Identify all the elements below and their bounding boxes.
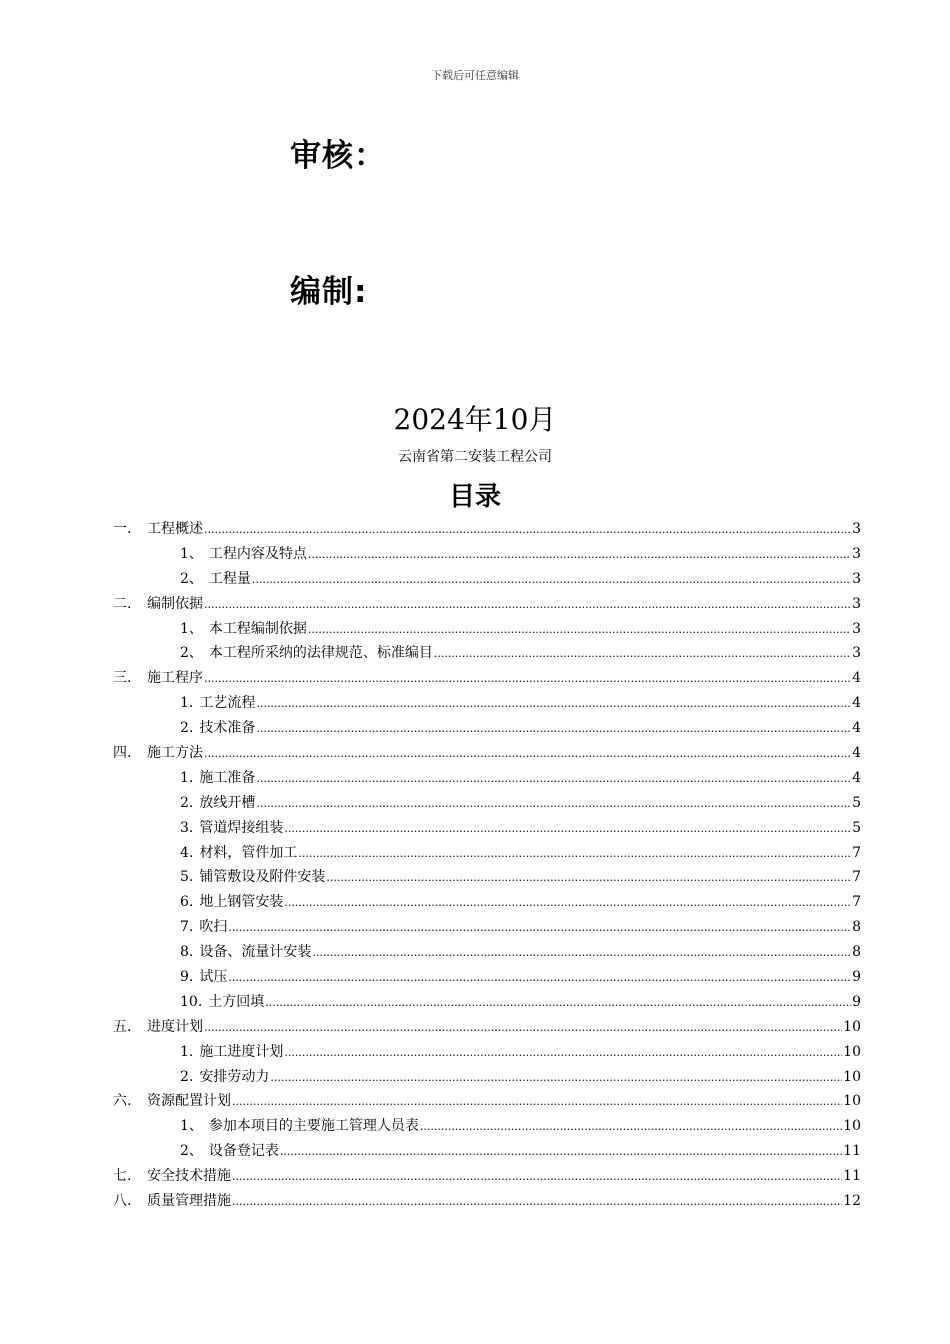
toc-entry[interactable] — [113, 891, 861, 916]
toc-entry-page: 3 — [852, 595, 861, 612]
toc-entry-label: 安全技术措施 — [147, 1168, 231, 1185]
toc-dot-leader — [280, 1141, 842, 1155]
toc-entry-page: 3 — [852, 521, 861, 537]
toc-entry-label: 工程量 — [208, 570, 251, 587]
toc-title: 目录 — [448, 482, 501, 512]
toc-dot-leader — [232, 1191, 842, 1205]
toc-entry-page: 3 — [852, 620, 861, 637]
toc-entry-label: 施工方法 — [147, 745, 203, 762]
toc-entry-number: 1、 — [180, 545, 203, 562]
toc-dot-leader — [256, 693, 851, 707]
toc-entry-label: 管道焊接组装 — [199, 819, 284, 836]
toc-entry-label: 试压 — [199, 969, 228, 986]
toc-entry-label: 放线开槽 — [199, 794, 256, 811]
toc-entry-number: 1. — [180, 695, 194, 712]
toc-entry[interactable] — [113, 792, 861, 817]
toc-entry-page: 3 — [852, 545, 861, 562]
toc-dot-leader — [284, 818, 851, 832]
toc-entry-number: 3. — [180, 819, 194, 836]
toc-entry[interactable] — [113, 767, 861, 792]
toc-entry-number: 1. — [180, 1043, 194, 1060]
toc-entry-label: 工程概述 — [147, 521, 203, 537]
toc-dot-leader — [270, 1067, 842, 1081]
toc-entry-number: 5. — [180, 869, 194, 886]
toc-entry-page: 4 — [852, 720, 861, 737]
toc-dot-leader — [204, 668, 851, 682]
toc-entry-page: 7 — [852, 894, 861, 911]
toc-entry-number: 二. — [113, 595, 132, 612]
toc-entry[interactable] — [113, 916, 861, 941]
toc-entry-number: 2、 — [180, 570, 203, 587]
toc-entry-number: 八. — [113, 1193, 132, 1210]
toc-entry-number: 三. — [113, 670, 132, 687]
toc-entry-page: 7 — [852, 844, 861, 861]
toc-entry-page: 9 — [852, 969, 861, 986]
toc-dot-leader — [232, 1166, 842, 1180]
toc-entry-number: 1、 — [180, 620, 203, 637]
toc-entry-number: 1、 — [180, 1118, 203, 1135]
toc-entry-label: 铺管敷设及附件安装 — [199, 869, 326, 886]
toc-entry-number: 2. — [180, 1068, 194, 1085]
toc-entry-label: 工程内容及特点 — [208, 545, 307, 562]
toc-entry-label: 技术准备 — [199, 720, 256, 737]
toc-dot-leader — [326, 867, 851, 881]
toc-entry[interactable] — [113, 1016, 861, 1041]
toc-entry-label: 土方回填 — [208, 993, 265, 1010]
toc-entry-page: 11 — [843, 1143, 861, 1160]
toc-entry-number: 2. — [180, 720, 194, 737]
toc-entry-page: 12 — [843, 1193, 861, 1210]
toc-entry-page: 11 — [843, 1168, 861, 1185]
toc-dot-leader — [298, 843, 851, 857]
toc-entry-page: 8 — [852, 944, 861, 961]
toc-entry-label: 地上钢管安装 — [199, 894, 284, 911]
review-signature-label: 审核： — [290, 138, 386, 174]
toc-entry[interactable] — [113, 618, 861, 643]
toc-entry-page: 4 — [852, 695, 861, 712]
toc-entry-number: 2、 — [180, 645, 203, 662]
toc-entry[interactable] — [113, 842, 861, 867]
toc-entry-number: 一. — [113, 521, 132, 537]
header-note: 下载后可任意编辑 — [431, 69, 519, 82]
toc-dot-leader — [284, 1042, 842, 1056]
toc-entry-label: 施工程序 — [147, 670, 203, 687]
toc-entry[interactable] — [113, 518, 861, 543]
toc-entry-number: 6. — [180, 894, 194, 911]
toc-entry-page: 10 — [843, 1093, 861, 1110]
toc-entry[interactable] — [113, 966, 861, 991]
toc-entry[interactable] — [113, 991, 861, 1016]
document-date: 2024年10月 — [393, 403, 557, 436]
toc-entry-page: 10 — [843, 1118, 861, 1135]
toc-entry-label: 设备、流量计安装 — [199, 944, 312, 961]
toc-entry-page: 10 — [843, 1043, 861, 1060]
toc-entry-number: 4. — [180, 844, 194, 861]
toc-entry[interactable] — [113, 692, 861, 717]
toc-entry-page: 5 — [852, 794, 861, 811]
toc-entry-label: 施工准备 — [199, 769, 256, 786]
toc-entry[interactable] — [113, 1041, 861, 1066]
toc-dot-leader — [256, 793, 851, 807]
toc-dot-leader — [204, 519, 851, 533]
toc-entry-label: 施工进度计划 — [199, 1043, 284, 1060]
toc-entry-label: 工艺流程 — [199, 695, 256, 712]
toc-dot-leader — [228, 967, 851, 981]
toc-entry[interactable] — [113, 717, 861, 742]
toc-entry-page: 10 — [843, 1018, 861, 1035]
toc-entry-number: 8. — [180, 944, 194, 961]
toc-entry-number: 五. — [113, 1018, 132, 1035]
toc-entry[interactable] — [113, 1066, 861, 1091]
toc-entry[interactable] — [113, 941, 861, 966]
toc-entry-page: 8 — [852, 919, 861, 936]
toc-entry-page: 4 — [852, 769, 861, 786]
toc-dot-leader — [312, 942, 851, 956]
toc-entry-label: 设备登记表 — [208, 1143, 279, 1160]
toc-dot-leader — [434, 643, 851, 657]
toc-entry-label: 吹扫 — [199, 919, 228, 936]
toc-entry-label: 安排劳动力 — [199, 1068, 270, 1085]
toc-entry-number: 7. — [180, 919, 194, 936]
toc-dot-leader — [204, 594, 851, 608]
toc-dot-leader — [265, 992, 851, 1006]
toc-entry[interactable] — [113, 1190, 861, 1215]
toc-entry-label: 材料，管件加工 — [199, 844, 298, 861]
toc-dot-leader — [284, 892, 851, 906]
toc-entry[interactable] — [113, 667, 861, 692]
toc-entry-label: 参加本项目的主要施工管理人员表 — [208, 1118, 419, 1135]
toc-entry-page: 5 — [852, 819, 861, 836]
toc-entry-number: 六. — [113, 1093, 132, 1110]
toc-entry[interactable] — [113, 1165, 861, 1190]
company-name: 云南省第二安装工程公司 — [398, 449, 552, 465]
toc-entry[interactable] — [113, 642, 861, 667]
toc-dot-leader — [204, 1017, 842, 1031]
toc-dot-leader — [420, 1116, 842, 1130]
toc-entry-page: 9 — [852, 993, 861, 1010]
toc-entry-page: 7 — [852, 869, 861, 886]
toc-dot-leader — [256, 718, 851, 732]
toc-entry-number: 2、 — [180, 1143, 203, 1160]
toc-dot-leader — [252, 569, 851, 583]
toc-entry-number: 四. — [113, 745, 132, 762]
toc-dot-leader — [256, 768, 851, 782]
toc-entry-label: 本工程所采纳的法律规范、标准编目 — [208, 645, 433, 662]
toc-entry[interactable] — [113, 543, 861, 568]
toc-dot-leader — [308, 544, 851, 558]
toc-dot-leader — [228, 917, 851, 931]
toc-entry-number: 2. — [180, 794, 194, 811]
toc-entry-label: 资源配置计划 — [147, 1093, 231, 1110]
toc-entry-number: 七. — [113, 1168, 132, 1185]
toc-entry-label: 本工程编制依据 — [208, 620, 307, 637]
toc-entry-page: 10 — [843, 1068, 861, 1085]
toc-entry-page: 3 — [852, 645, 861, 662]
toc-entry-label: 进度计划 — [147, 1018, 203, 1035]
toc-entry[interactable] — [113, 866, 861, 891]
toc-entry-number: 1. — [180, 769, 194, 786]
toc-entry-number: 10. — [180, 993, 203, 1010]
table-of-contents — [113, 518, 861, 1215]
toc-dot-leader — [204, 743, 851, 757]
compile-signature-label: 编制: — [290, 274, 368, 310]
toc-dot-leader — [308, 619, 851, 633]
toc-entry-page: 3 — [852, 570, 861, 587]
toc-dot-leader — [232, 1091, 842, 1105]
toc-entry[interactable] — [113, 568, 861, 593]
toc-entry[interactable] — [113, 593, 861, 618]
toc-entry-page: 4 — [852, 745, 861, 762]
toc-entry[interactable] — [113, 817, 861, 842]
toc-entry[interactable] — [113, 1140, 861, 1165]
toc-entry[interactable] — [113, 742, 861, 767]
toc-entry[interactable] — [113, 1115, 861, 1140]
toc-entry-page: 4 — [852, 670, 861, 687]
toc-entry-number: 9. — [180, 969, 194, 986]
toc-entry[interactable] — [113, 1090, 861, 1115]
toc-entry-label: 编制依据 — [147, 595, 203, 612]
toc-entry-label: 质量管理措施 — [147, 1193, 231, 1210]
